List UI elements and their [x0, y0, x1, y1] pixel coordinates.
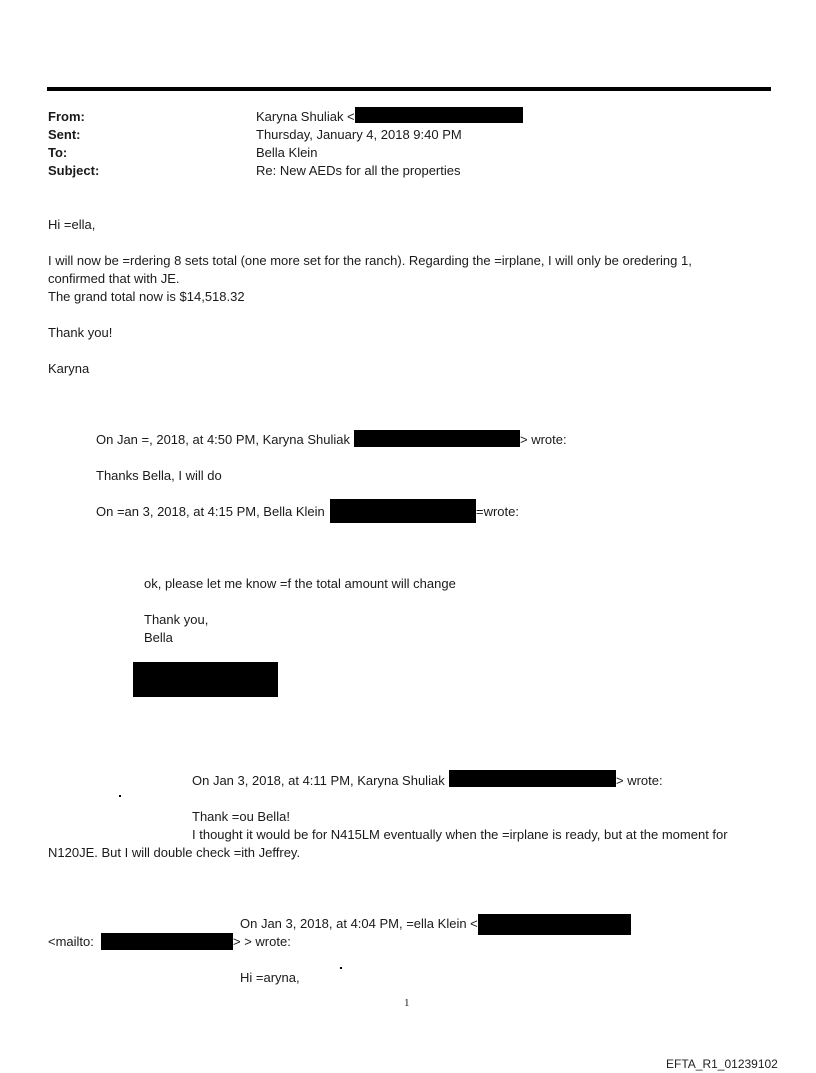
- quote2-attribution: On =an 3, 2018, at 4:15 PM, Bella Klein: [96, 504, 325, 519]
- quote3-body: N120JE. But I will double check =ith Jeffrey.: [48, 845, 301, 860]
- quote4-greeting: Hi =aryna,: [240, 970, 300, 985]
- quote3-body: Thank =ou Bella!: [192, 809, 290, 824]
- quote2-signature: Bella: [144, 630, 173, 645]
- quote2-body: ok, please let me know =f the total amount will change: [144, 576, 456, 591]
- redaction-box: [478, 914, 631, 935]
- quote3-wrote: > wrote:: [616, 773, 663, 788]
- subject-value: Re: New AEDs for all the properties: [256, 163, 461, 178]
- quote4-mailto: <mailto:: [48, 934, 94, 949]
- quote3-body: I thought it would be for N415LM eventually when the =irplane is ready, but at the moment for: [192, 827, 728, 842]
- subject-label: Subject:: [48, 163, 100, 178]
- redaction-box: [355, 107, 523, 123]
- to-value: Bella Klein: [256, 145, 318, 160]
- from-value: Karyna Shuliak <: [256, 109, 355, 124]
- message-line: The grand total now is $14,518.32: [48, 289, 245, 304]
- message-signature: Karyna: [48, 361, 90, 376]
- redaction-box: [449, 770, 616, 787]
- document-id: EFTA_R1_01239102: [666, 1057, 778, 1071]
- to-label: To:: [48, 145, 68, 160]
- sent-label: Sent:: [48, 127, 81, 142]
- message-thanks: Thank you!: [48, 325, 113, 340]
- quote3-attribution: On Jan 3, 2018, at 4:11 PM, Karyna Shuliak: [192, 773, 445, 788]
- redaction-box: [354, 430, 520, 447]
- header-rule: [47, 87, 771, 91]
- redaction-box: [330, 499, 476, 523]
- quote4-wrote: > > wrote:: [233, 934, 291, 949]
- redaction-box: [101, 933, 233, 950]
- message-line: I will now be =rdering 8 sets total (one more set for the ranch). Regarding the =irplane, I will only be oredering 1,: [48, 253, 692, 268]
- from-label: From:: [48, 109, 85, 124]
- quote1-wrote: > wrote:: [520, 432, 567, 447]
- quote2-wrote: =wrote:: [476, 504, 519, 519]
- quote4-attribution: On Jan 3, 2018, at 4:04 PM, =ella Klein <: [240, 916, 478, 931]
- quote1-attribution: On Jan =, 2018, at 4:50 PM, Karyna Shuliak: [96, 432, 351, 447]
- page-number: 1: [404, 997, 410, 1009]
- sent-value: Thursday, January 4, 2018 9:40 PM: [256, 127, 462, 142]
- redaction-box: [133, 662, 278, 697]
- message-line: confirmed that with JE.: [48, 271, 180, 286]
- speck-mark: [340, 967, 342, 969]
- quote2-thanks: Thank you,: [144, 612, 209, 627]
- message-greeting: Hi =ella,: [48, 217, 96, 232]
- quote1-body: Thanks Bella, I will do: [96, 468, 222, 483]
- speck-mark: [119, 795, 121, 797]
